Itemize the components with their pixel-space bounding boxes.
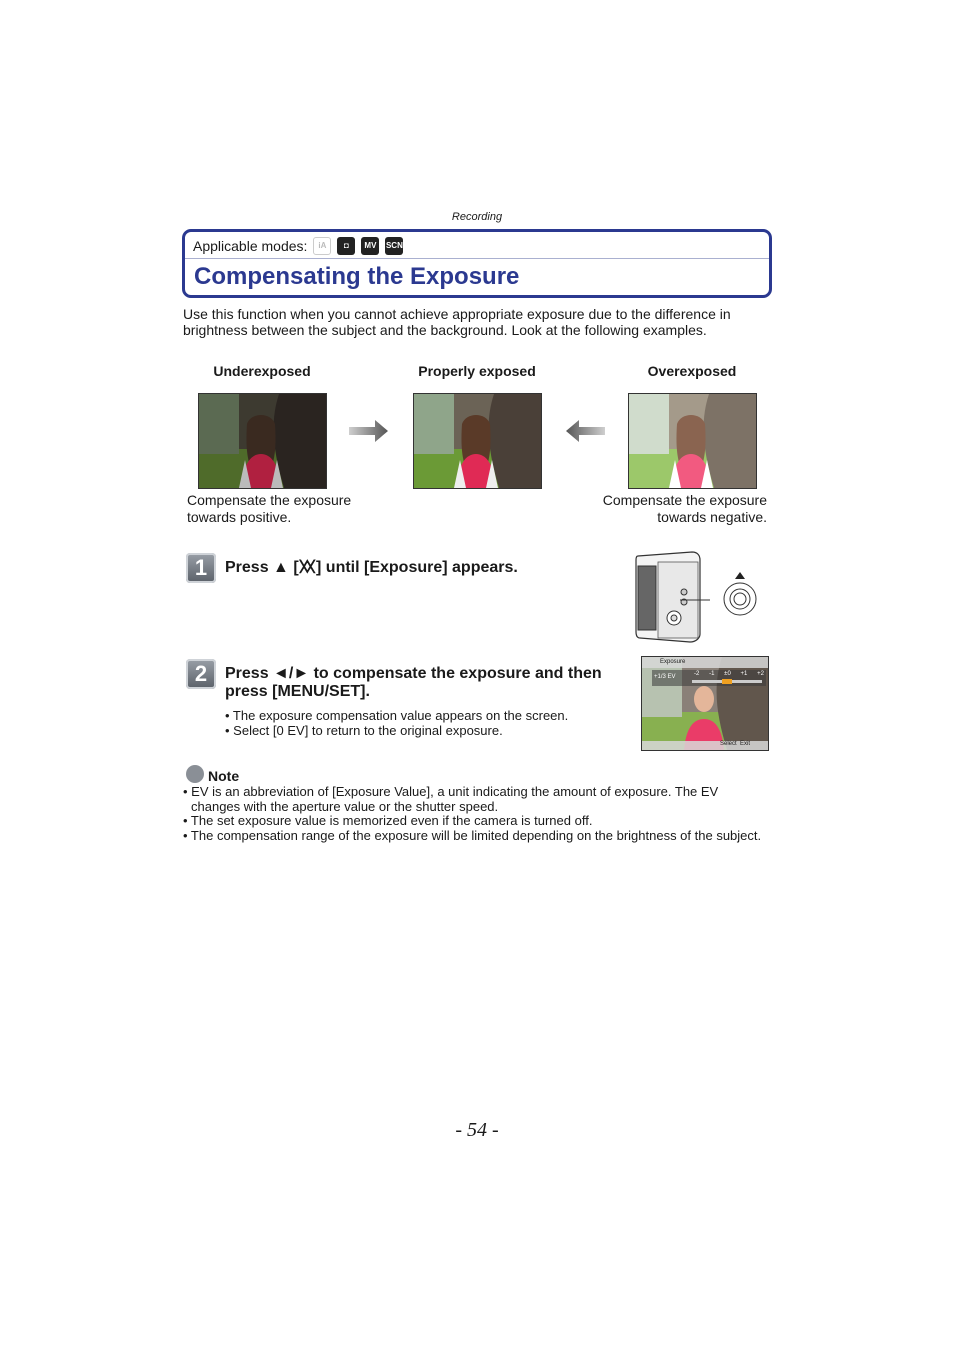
note-icon	[186, 765, 204, 783]
movie-icon: MV	[361, 237, 379, 255]
note-item: • EV is an abbreviation of [Exposure Value], a unit indicating the amount of exposure. The EV changes with the aperture value or the shutter speed.	[183, 784, 719, 814]
intelligent-auto-icon: iA	[313, 237, 331, 255]
step-2-badge: 2	[186, 659, 216, 689]
modes-label: Applicable modes:	[193, 238, 308, 254]
step-1-text: Press ▲ [⯵] until [Exposure] appears.	[225, 559, 518, 576]
page-title: Compensating the Exposure	[194, 263, 520, 290]
lcd-menu-title: Exposure	[660, 659, 686, 665]
lcd-exposure-screen	[641, 656, 769, 751]
properly-exposed-photo	[413, 393, 542, 489]
step-2-text: Press ◄/► to compensate the exposure and then press [MENU/SET].	[225, 665, 602, 700]
note-item: • The compensation range of the exposure will be limited depending on the brightness of the subject.	[183, 827, 762, 843]
underexposed-title: Underexposed	[213, 363, 311, 379]
caption-positive: Compensate the exposure towards positive.	[187, 492, 352, 525]
lcd-footer: Select Exit	[720, 741, 751, 747]
note-item: • The set exposure value is memorized even if the camera is turned off.	[183, 813, 593, 828]
overexposed-photo	[628, 393, 757, 489]
scene-icon: SCN	[385, 237, 403, 255]
page-number: - 54 -	[455, 1119, 499, 1141]
step-1-badge: 1	[186, 553, 216, 583]
arrow-left-icon	[565, 419, 605, 448]
lcd-ev-value: +1/3 EV	[654, 674, 676, 680]
camera-back-illustration	[634, 550, 764, 649]
step-2-bullets: • The exposure compensation value appears on the screen. • Select [0 EV] to return to the original exposure.	[225, 708, 569, 738]
camera-icon: ◘	[337, 237, 355, 255]
intro-text: Use this function when you cannot achieve appropriate exposure due to the difference in brightness between the subject and the background. Look at the following examples.	[183, 306, 731, 338]
arrow-right-icon	[349, 419, 389, 448]
note-list	[183, 785, 763, 843]
underexposed-photo	[198, 393, 327, 489]
applicable-modes	[193, 236, 403, 256]
header-divider	[185, 258, 769, 259]
overexposed-title: Overexposed	[647, 363, 737, 379]
section-label: Recording	[451, 211, 503, 223]
note-label: Note	[208, 768, 240, 784]
properly-exposed-title: Properly exposed	[418, 363, 536, 379]
lcd-scale: -2 -1 ±0 +1 +2	[694, 671, 764, 677]
caption-negative: Compensate the exposure towards negative.	[602, 492, 767, 525]
